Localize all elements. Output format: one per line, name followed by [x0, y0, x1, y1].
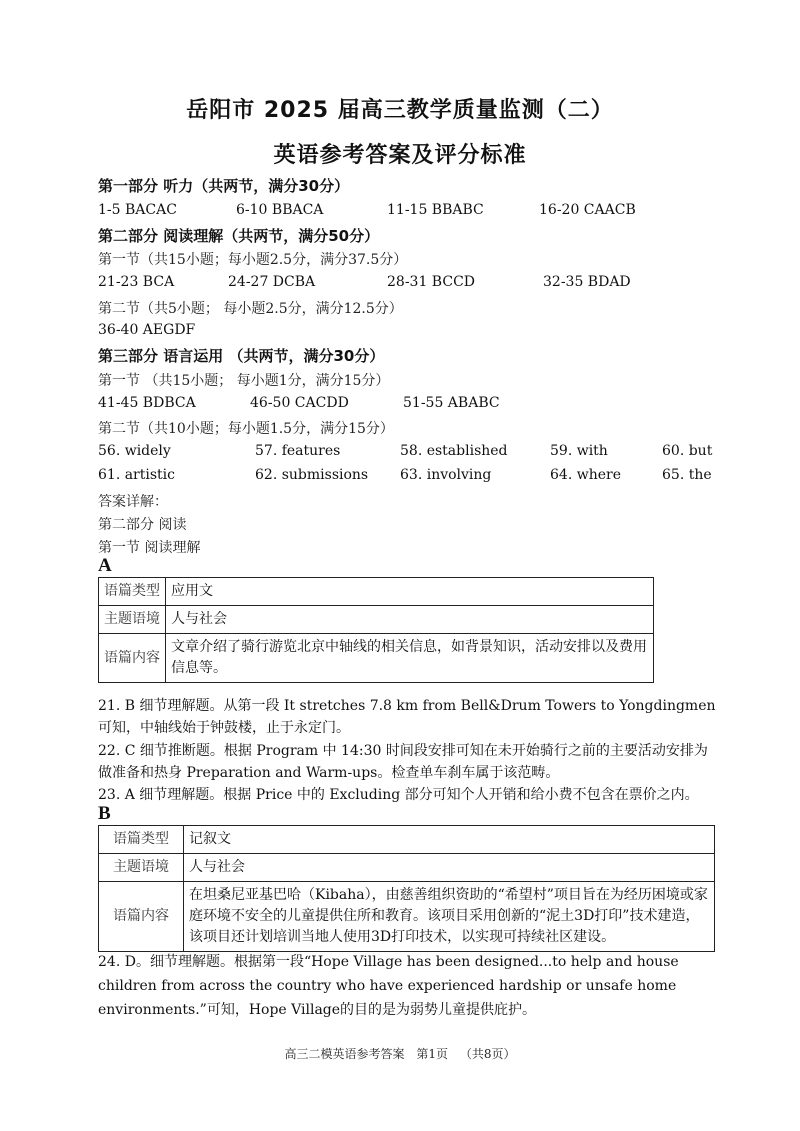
table-value: 记叙文 — [184, 826, 715, 854]
passage-a-letter: A — [98, 555, 112, 576]
part2-section2-answers: 36-40 AEGDF — [98, 322, 196, 338]
passage-a-info-table — [98, 577, 654, 683]
answer-group: 16-20 CAACB — [539, 202, 636, 218]
part2-heading: 第二部分 阅读理解（共两节，满分50分） — [98, 227, 380, 245]
footer-doc-name: 高三二模英语参考答案 — [284, 1047, 405, 1061]
word-answer: 59. with — [550, 443, 608, 459]
details-label: 答案详解： — [98, 494, 168, 510]
page-footer — [0, 1045, 800, 1062]
table-row — [99, 854, 715, 882]
part3-section2: 第二节（共10小题；每小题1.5分，满分15分） — [98, 421, 394, 437]
table-key: 语篇类型 — [99, 826, 184, 854]
explanation-23: 23. A 细节理解题。根据 Price 中的 Excluding 部分可知个人开销和给小费不包含在票价之内。 — [98, 787, 699, 803]
word-answer: 62. submissions — [255, 467, 369, 483]
part1-heading: 第一部分 听力（共两节，满分30分） — [98, 177, 350, 195]
answer-group: 51-55 ABABC — [403, 395, 500, 411]
table-row — [99, 826, 715, 854]
table-key: 语篇内容 — [99, 882, 184, 952]
explanation-21: 21. B 细节理解题。从第一段 It stretches 7.8 km from Bell&Drum Towers to Yongdingmen 可知，中轴线始于钟鼓楼，止于永定门。 — [98, 698, 716, 736]
word-answer: 65. the — [662, 467, 712, 483]
answer-group: 32-35 BDAD — [543, 274, 631, 290]
part3-heading: 第三部分 语言运用 （共两节，满分30分） — [98, 347, 385, 365]
word-answer: 56. widely — [98, 443, 171, 459]
table-row — [99, 578, 654, 606]
table-value: 人与社会 — [166, 606, 654, 634]
answer-group: 1-5 BACAC — [98, 202, 177, 218]
table-key: 语篇内容 — [99, 634, 166, 683]
word-answer: 60. but — [662, 443, 713, 459]
explanation-24: 24. D。细节理解题。根据第一段“Hope Village has been designed...to help and house children from across the country who have experienced hardship or unsafe home environments.”可知，Hope Village的目的是为弱势儿童提供庇护。 — [98, 954, 679, 1018]
details-part: 第二部分 阅读 — [98, 517, 187, 533]
table-key: 主题语境 — [99, 854, 184, 882]
explanation-22: 22. C 细节推断题。根据 Program 中 14:30 时间段安排可知在未开始骑行之前的主要活动安排为做准备和热身 Preparation and Warm-ups。检查单车刹车属于该范畴。 — [98, 743, 708, 781]
part3-section1: 第一节 （共15小题； 每小题1分，满分15分） — [98, 373, 390, 389]
table-value: 文章介绍了骑行游览北京中轴线的相关信息，如背景知识，活动安排以及费用信息等。 — [166, 634, 654, 683]
page-title: 岳阳市 2025 届高三教学质量监测（二） — [186, 98, 614, 123]
word-answer: 61. artistic — [98, 467, 175, 483]
table-value: 在坦桑尼亚基巴哈（Kibaha），由慈善组织资助的“希望村”项目旨在为经历困境或家庭环境不安全的儿童提供住所和教育。该项目采用创新的“泥土3D打印”技术建造，该项目还计划培训当地人使用3D打印技术，以实现可持续社区建设。 — [184, 882, 715, 952]
table-key: 主题语境 — [99, 606, 166, 634]
part2-section2: 第二节（共5小题； 每小题2.5分，满分12.5分） — [98, 301, 403, 317]
part2-section1: 第一节（共15小题；每小题2.5分，满分37.5分） — [98, 252, 408, 268]
word-answer: 58. established — [400, 443, 508, 459]
passage-b-letter: B — [98, 803, 111, 824]
answer-group: 46-50 CACDD — [250, 395, 349, 411]
word-answer: 63. involving — [400, 467, 492, 483]
answer-group: 21-23 BCA — [98, 274, 175, 290]
answer-group: 11-15 BBABC — [387, 202, 484, 218]
table-row — [99, 634, 654, 683]
table-key: 语篇类型 — [99, 578, 166, 606]
answer-group: 24-27 DCBA — [228, 274, 316, 290]
answer-group: 41-45 BDBCA — [98, 395, 196, 411]
details-section: 第一节 阅读理解 — [98, 540, 201, 556]
footer-page-number: 第1页 — [416, 1047, 448, 1061]
word-answer: 64. where — [550, 467, 621, 483]
answer-group: 28-31 BCCD — [387, 274, 476, 290]
answer-group: 6-10 BBACA — [236, 202, 324, 218]
table-value: 应用文 — [166, 578, 654, 606]
page-subtitle: 英语参考答案及评分标准 — [273, 143, 527, 168]
word-answer: 57. features — [255, 443, 341, 459]
passage-b-info-table — [98, 825, 715, 952]
footer-total-pages: （共8页） — [459, 1047, 516, 1061]
table-row — [99, 606, 654, 634]
table-row — [99, 882, 715, 952]
table-value: 人与社会 — [184, 854, 715, 882]
